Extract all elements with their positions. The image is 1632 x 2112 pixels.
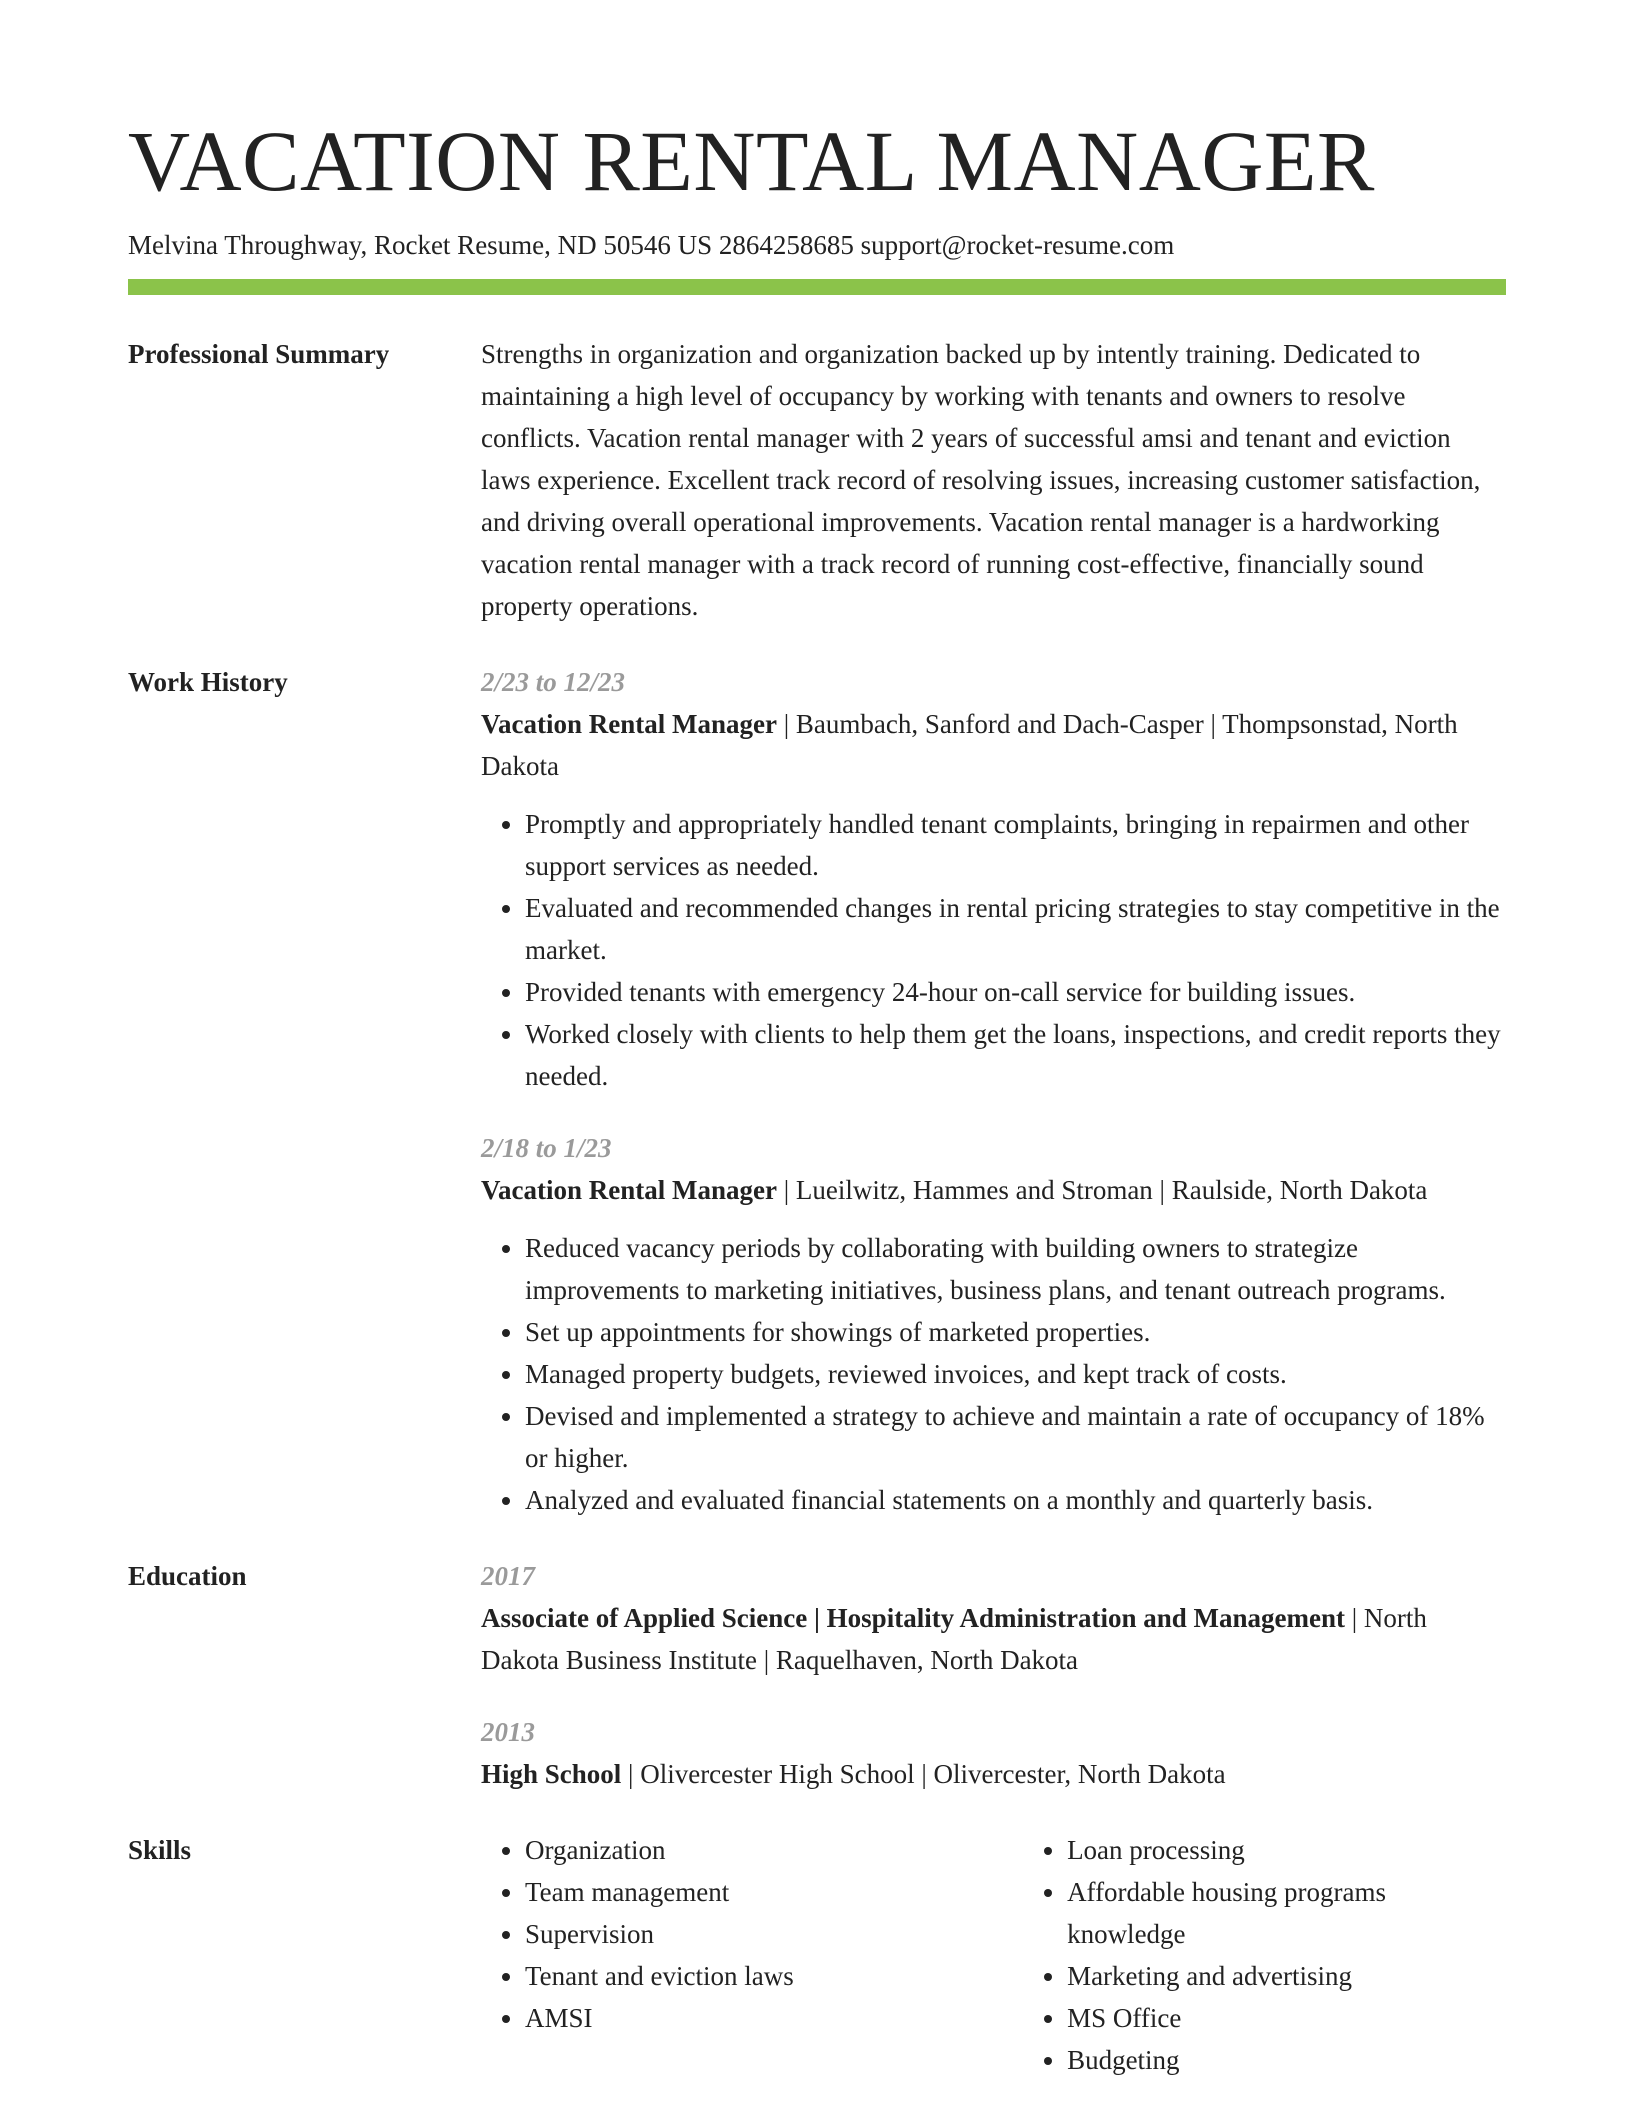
education-degree: Associate of Applied Science | Hospitality Administration and Management — [481, 1603, 1345, 1634]
skill-item: • Team management — [525, 1871, 1023, 1913]
job-bullet: • Reduced vacancy periods by collaborating with building owners to strategize improvements to marketing initiatives, business plans, and tenant outreach programs. — [525, 1227, 1506, 1311]
education-date: 2013 — [481, 1717, 535, 1748]
education-entry — [481, 1711, 1506, 1795]
job-date: 2/23 to 12/23 — [481, 667, 626, 698]
education-date: 2017 — [481, 1561, 535, 1592]
education-line — [481, 1753, 1506, 1795]
job-entry — [481, 661, 1506, 1097]
job-bullet: • Promptly and appropriately handled tenant complaints, bringing in repairmen and other support services as needed. — [525, 803, 1506, 887]
job-bullet: • Devised and implemented a strategy to achieve and maintain a rate of occupancy of 18% or higher. — [525, 1395, 1506, 1479]
skill-item: • AMSI — [525, 1997, 1023, 2039]
skills-columns — [481, 1829, 1506, 2081]
job-employer-location: | Lueilwitz, Hammes and Stroman | Raulside, North Dakota — [776, 1175, 1428, 1206]
education-heading: Education — [128, 1561, 247, 1592]
work-history-heading: Work History — [128, 667, 288, 698]
job-bullets — [481, 1227, 1506, 1521]
job-bullet: • Evaluated and recommended changes in rental pricing strategies to stay competitive in the market. — [525, 887, 1506, 971]
job-entry — [481, 1127, 1506, 1521]
skill-item: • Affordable housing programs knowledge — [1067, 1871, 1506, 1955]
job-role-line — [481, 703, 1506, 787]
skill-item: • Loan processing — [1067, 1829, 1506, 1871]
education-line — [481, 1597, 1506, 1681]
accent-divider — [128, 279, 1506, 295]
education-degree: High School — [481, 1759, 622, 1790]
job-date: 2/18 to 1/23 — [481, 1133, 612, 1164]
skill-item: • Budgeting — [1067, 2039, 1506, 2081]
job-bullet: • Managed property budgets, reviewed invoices, and kept track of costs. — [525, 1353, 1506, 1395]
education-entry — [481, 1555, 1506, 1681]
summary-heading: Professional Summary — [128, 339, 390, 370]
skills-list-left — [481, 1829, 1023, 2081]
summary-text: Strengths in organization and organization backed up by intently training. Dedicated to maintaining a high level of occupancy by working with tenants and owners to resolve conflicts. Vacation rental manager with 2 years of successful amsi and tenant and eviction laws experience. Excellent track record of resolving issues, increasing customer satisfaction, and driving overall operational improvements. Vacation rental manager is a hardworking vacation rental manager with a track record of running cost-effective, financially sound property operations. — [481, 339, 1481, 622]
education-section — [128, 1555, 1506, 1795]
skill-item: • Organization — [525, 1829, 1023, 1871]
resume-title: VACATION RENTAL MANAGER — [128, 113, 1375, 209]
job-bullet: • Analyzed and evaluated financial statements on a monthly and quarterly basis. — [525, 1479, 1506, 1521]
work-history-section — [128, 661, 1506, 1521]
education-school-location: | Olivercester High School | Olivercester, North Dakota — [621, 1759, 1226, 1790]
job-bullet: • Provided tenants with emergency 24-hour on-call service for building issues. — [525, 971, 1506, 1013]
contact-line: Melvina Throughway, Rocket Resume, ND 50546 US 2864258685 support@rocket-resume.com — [128, 230, 1175, 260]
job-bullet: • Set up appointments for showings of marketed properties. — [525, 1311, 1506, 1353]
skills-heading: Skills — [128, 1835, 192, 1866]
skill-item: • Supervision — [525, 1913, 1023, 1955]
skill-item: • Marketing and advertising — [1067, 1955, 1506, 1997]
resume-page — [128, 113, 1506, 2081]
summary-section — [128, 333, 1506, 627]
education-school-location: | North Dakota Business Institute | Raquelhaven, North Dakota — [481, 1603, 1427, 1676]
job-title: Vacation Rental Manager — [481, 709, 777, 740]
job-bullets — [481, 803, 1506, 1097]
skill-item: • MS Office — [1067, 1997, 1506, 2039]
job-title: Vacation Rental Manager — [481, 1175, 777, 1206]
job-bullet: • Worked closely with clients to help them get the loans, inspections, and credit reports they needed. — [525, 1013, 1506, 1097]
skills-list-right — [1023, 1829, 1506, 2081]
skills-section — [128, 1829, 1506, 2081]
skill-item: • Tenant and eviction laws — [525, 1955, 1023, 1997]
job-role-line — [481, 1169, 1506, 1211]
job-employer-location: | Baumbach, Sanford and Dach-Casper | Thompsonstad, North Dakota — [481, 709, 1458, 782]
